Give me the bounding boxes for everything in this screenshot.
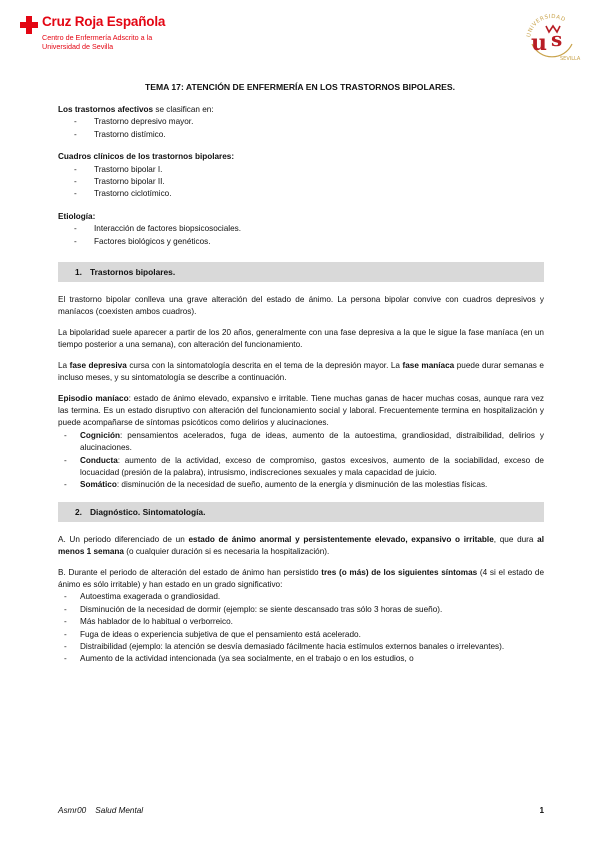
page-title: TEMA 17: ATENCIÓN DE ENFERMERÍA EN LOS TRASTORNOS BIPOLARES. (144, 82, 456, 92)
cuadros-lead: Cuadros clínicos de los trastornos bipolares: (58, 152, 235, 162)
org-name: Cruz Roja Española (42, 14, 166, 29)
page-footer (58, 806, 544, 815)
s1-paragraph-4: Episodio maníaco: estado de ánimo elevado, expansivo e irritable. Tiene muchas ganas de hacer muchas cosas, aunque rara vez las termina. Es un estado disruptivo con alteración del funcionamiento social y laboral. Frecuentemente termina en hospitalización y puede acompañarse de síntomas psicóticos como delirios y alucinaciones. (58, 393, 545, 428)
document-body (58, 104, 544, 666)
list-item: - Más hablador de lo habitual o verborreico. (58, 616, 544, 628)
org-subtitle-line1: Centro de Enfermería Adscrito a la (42, 33, 153, 42)
list-item: - Interacción de factores biopsicosociales. (58, 223, 544, 235)
section-heading-2 (58, 502, 544, 522)
org-subtitle (42, 33, 152, 51)
list-item: - Trastorno bipolar I. (58, 164, 544, 176)
list-item: - Trastorno bipolar II. (58, 176, 544, 188)
list-item: - Somático: disminución de la necesidad de sueño, aumento de la energía y disminución de las molestias físicas. (58, 479, 544, 491)
s1-paragraph-2: La bipolaridad suele aparecer a partir de los 20 años, generalmente con una fase depresiva a la que le sigue la fase maníaca (en un tiempo posterior a una semana), con alteración del funcionamiento. (58, 327, 544, 350)
s1-paragraph-3: La fase depresiva cursa con la sintomatología descrita en el tema de la depresión mayor. La fase maníaca puede durar semanas e incluso meses, y su sintomatología se describe a continuación. (58, 360, 544, 383)
list-item: - Autoestima exagerada o grandiosidad. (58, 591, 544, 603)
criterion-b-list (58, 591, 544, 665)
page-header (0, 0, 600, 70)
afectivos-block (58, 104, 544, 141)
list-item: - Trastorno ciclotímico. (58, 188, 544, 200)
etiologia-list (58, 223, 544, 248)
section-number: 1. (75, 266, 82, 277)
svg-text:s: s (551, 27, 563, 51)
list-item: - Aumento de la actividad intencionada (ya sea socialmente, en el trabajo o en los estudios, o (58, 653, 544, 665)
org-subtitle-line2: Universidad de Sevilla (42, 42, 114, 51)
section-title: Trastornos bipolares. (90, 266, 176, 277)
list-item: - Cognición: pensamientos acelerados, fuga de ideas, aumento de la autoestima, grandiosidad, distraibilidad, delirios y alucinaciones. (58, 430, 544, 455)
universidad-sevilla-seal-icon (522, 8, 582, 66)
s1-paragraph-1: El trastorno bipolar conlleva una grave alteración del estado de ánimo. La persona bipolar convive con cuadros depresivos y maníacos (coexisten ambos cuadros). (58, 295, 544, 317)
list-item: - Distraibilidad (ejemplo: la atención se desvía demasiado fácilmente hacia estímulos externos banales o irrelevantes). (58, 641, 544, 653)
criterion-b: B. Durante el periodo de alteración del estado de ánimo han persistido tres (o más) de los siguientes síntomas (4 si el estado de ánimo es sólo irritable) y han estado en un grado significativo: (58, 567, 544, 589)
red-cross-icon (20, 16, 38, 34)
svg-text:SEVILLA: SEVILLA (560, 56, 581, 62)
cuadros-block (58, 151, 544, 201)
afectivos-list (58, 116, 544, 141)
section-heading-1 (58, 262, 544, 282)
svg-text:u: u (531, 30, 547, 56)
list-item: - Disminución de la necesidad de dormir (ejemplo: se siente descansado tras sólo 3 horas de sueño). (58, 604, 544, 616)
footer-course: Asmr00 Salud Mental (58, 806, 144, 815)
section-title: Diagnóstico. Sintomatología. (90, 506, 206, 517)
list-item: - Factores biológicos y genéticos. (58, 236, 544, 248)
list-item: - Trastorno depresivo mayor. (58, 116, 544, 128)
section-number: 2. (75, 506, 82, 517)
cruz-roja-logo (20, 12, 166, 52)
list-item: - Conducta: aumento de la actividad, exceso de compromiso, gastos excesivos, aumento de la sociabilidad, exceso de locuacidad (presión de la palabra), intrusismo, indiscreciones sexuales y mala capacidad de juicio. (58, 455, 544, 480)
cuadros-list (58, 164, 544, 201)
etiologia-block (58, 211, 544, 248)
list-item: - Fuga de ideas o experiencia subjetiva de que el pensamiento está acelerado. (58, 629, 544, 641)
criterion-a: A. Un periodo diferenciado de un estado de ánimo anormal y persistentemente elevado, expansivo o irritable, que dura al menos 1 semana (o cualquier duración si es necesaria la hospitalización). (58, 534, 544, 557)
etiologia-lead: Etiología: (58, 211, 96, 221)
svg-text:UNIVERSIDAD: UNIVERSIDAD (526, 13, 567, 38)
list-item: - Trastorno distímico. (58, 129, 544, 141)
page-number: 1 (539, 806, 544, 815)
afectivos-lead: Los trastornos afectivos se clasifican en: (58, 105, 214, 114)
manic-symptoms-list (58, 430, 544, 492)
